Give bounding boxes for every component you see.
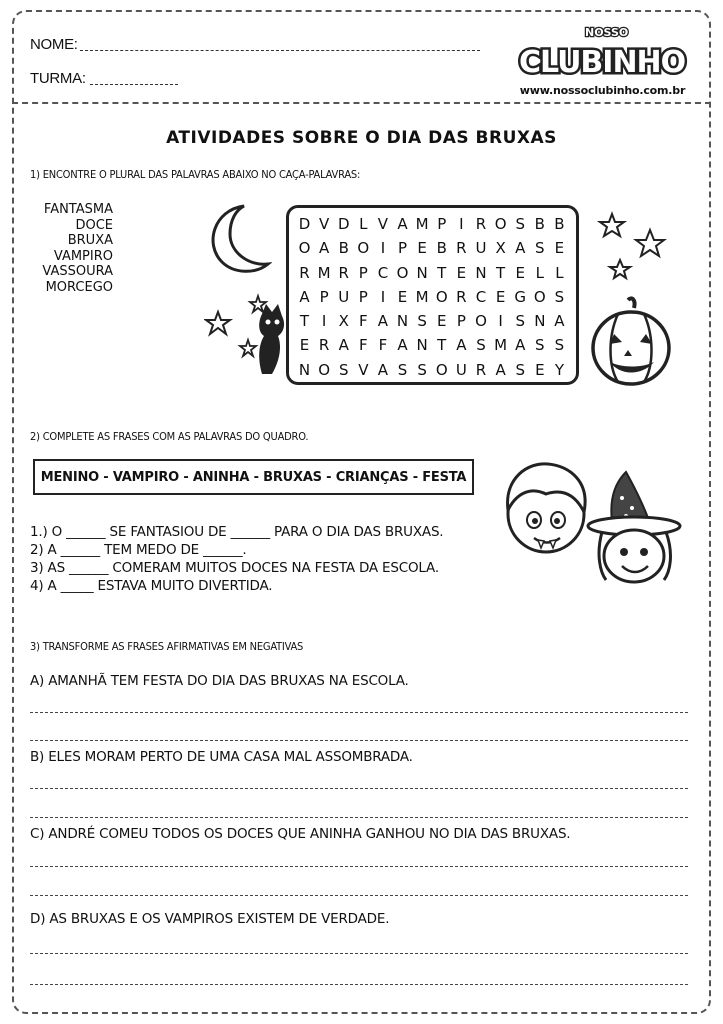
grid-letter[interactable]: I <box>498 312 504 331</box>
q2-sentence: 3) AS ______ COMERAM MUITOS DOCES NA FESTA DA ESCOLA. <box>30 560 439 576</box>
grid-row <box>289 236 576 260</box>
grid-letter[interactable]: S <box>476 336 487 355</box>
grid-letter[interactable]: E <box>417 239 428 258</box>
svg-text:CLUBINHO: CLUBINHO <box>519 45 686 80</box>
grid-letter[interactable]: B <box>338 239 350 258</box>
grid-letter[interactable]: D <box>298 215 312 233</box>
turma-blank[interactable] <box>90 84 178 85</box>
grid-letter[interactable]: V <box>377 215 390 233</box>
grid-letter[interactable]: E <box>515 263 526 282</box>
grid-letter[interactable]: X <box>495 239 507 258</box>
grid-letter[interactable]: E <box>535 360 546 379</box>
grid-letter[interactable]: S <box>417 312 428 331</box>
cat-with-stars-icon <box>204 290 288 380</box>
grid-letter[interactable]: C <box>475 287 488 306</box>
grid-letter[interactable]: S <box>535 336 546 355</box>
grid-letter[interactable]: C <box>377 263 390 282</box>
grid-letter[interactable]: L <box>359 215 369 233</box>
grid-row <box>289 309 576 333</box>
grid-letter[interactable]: I <box>459 215 465 233</box>
grid-letter[interactable]: A <box>554 312 566 331</box>
grid-letter[interactable]: R <box>475 215 488 233</box>
grid-letter[interactable]: M <box>317 263 332 282</box>
grid-letter[interactable]: R <box>456 287 468 306</box>
grid-letter[interactable]: I <box>380 239 387 258</box>
word-list-item: FANTASMA <box>43 202 113 217</box>
q3-sentence-d: D) AS BRUXAS E OS VAMPIROS EXISTEM DE VERDADE. <box>30 911 390 927</box>
q3-sentence-a: A) AMANHÃ TEM FESTA DO DIA DAS BRUXAS NA ESCOLA. <box>30 673 409 689</box>
site-url: www.nossoclubinho.com.br <box>519 84 686 97</box>
grid-letter[interactable]: S <box>515 312 526 331</box>
grid-letter[interactable]: A <box>456 336 468 355</box>
grid-letter[interactable]: I <box>321 312 328 331</box>
grid-letter[interactable]: G <box>514 287 528 306</box>
header-divider <box>12 102 711 104</box>
grid-letter[interactable]: O <box>435 360 449 379</box>
page-title: ATIVIDADES SOBRE O DIA DAS BRUXAS <box>166 128 557 148</box>
grid-letter[interactable]: S <box>338 360 350 379</box>
grid-letter[interactable]: F <box>359 312 369 331</box>
grid-letter[interactable]: I <box>380 287 387 306</box>
grid-row <box>289 358 576 382</box>
q2-sentence: 4) A _____ ESTAVA MUITO DIVERTIDA. <box>30 578 273 594</box>
grid-letter[interactable]: S <box>554 287 566 306</box>
grid-letter[interactable]: P <box>358 263 369 282</box>
grid-letter[interactable]: P <box>398 239 409 258</box>
nome-label: NOME: <box>30 36 78 53</box>
svg-text:NOSSO: NOSSO <box>585 26 629 39</box>
grid-letter[interactable]: O <box>435 287 449 306</box>
grid-letter[interactable]: P <box>319 287 330 306</box>
word-search-grid <box>286 205 579 385</box>
grid-letter[interactable]: P <box>437 215 448 233</box>
grid-letter[interactable]: L <box>535 263 545 282</box>
q2-sentence: 2) A ______ TEM MEDO DE ______. <box>30 542 247 558</box>
grid-letter[interactable]: A <box>495 360 507 379</box>
grid-letter[interactable]: E <box>456 263 468 282</box>
grid-letter[interactable]: X <box>338 312 350 331</box>
grid-letter[interactable]: S <box>397 360 409 379</box>
grid-letter[interactable]: O <box>318 360 332 379</box>
grid-letter[interactable]: F <box>378 336 389 355</box>
word-list-item: VAMPIRO <box>53 248 113 264</box>
grid-letter[interactable]: O <box>357 239 371 258</box>
answer-line[interactable] <box>30 866 688 867</box>
grid-letter[interactable]: P <box>358 287 369 306</box>
grid-letter[interactable]: U <box>475 239 488 258</box>
turma-label: TURMA: <box>30 70 86 87</box>
answer-line[interactable] <box>30 740 688 741</box>
grid-letter[interactable]: O <box>475 312 488 331</box>
answer-line[interactable] <box>30 817 688 818</box>
nome-blank[interactable] <box>80 50 480 51</box>
grid-letter[interactable]: A <box>397 215 409 233</box>
grid-row <box>289 212 576 236</box>
answer-line[interactable] <box>30 953 688 954</box>
word-list-item: DOCE <box>75 217 113 233</box>
grid-letter[interactable]: L <box>555 263 565 282</box>
stars-icon <box>596 210 676 285</box>
grid-letter[interactable]: T <box>496 263 507 282</box>
grid-letter[interactable]: S <box>515 215 526 233</box>
grid-letter[interactable]: N <box>416 263 429 282</box>
grid-letter[interactable]: B <box>436 239 448 258</box>
word-list <box>30 202 113 295</box>
grid-letter[interactable]: U <box>338 287 351 306</box>
grid-row <box>289 261 576 285</box>
q3-instruction: 3) TRANSFORME AS FRASES AFIRMATIVAS EM NEGATIVAS <box>30 640 304 653</box>
grid-letter[interactable]: A <box>377 360 390 379</box>
grid-letter[interactable]: E <box>495 287 507 306</box>
q2-sentence: 1.) O ______ SE FANTASIOU DE ______ PARA O DIA DAS BRUXAS. <box>30 524 444 540</box>
grid-letter[interactable]: R <box>338 263 350 282</box>
pumpkin-icon <box>588 296 674 388</box>
grid-letter[interactable]: N <box>534 312 547 331</box>
grid-letter[interactable]: O <box>494 215 508 233</box>
grid-letter[interactable]: O <box>533 287 547 306</box>
grid-letter[interactable]: A <box>338 336 350 355</box>
grid-letter[interactable]: S <box>535 239 546 258</box>
grid-letter[interactable]: M <box>415 215 430 233</box>
grid-letter[interactable]: A <box>299 287 311 306</box>
grid-letter[interactable]: N <box>396 312 410 331</box>
grid-letter[interactable]: O <box>396 263 410 282</box>
grid-letter[interactable]: D <box>337 215 351 233</box>
grid-letter[interactable]: A <box>515 239 527 258</box>
word-list-item: MORCEGO <box>45 279 113 295</box>
grid-letter[interactable]: Y <box>554 360 565 379</box>
grid-letter[interactable]: N <box>416 336 429 355</box>
grid-letter[interactable]: V <box>318 215 331 233</box>
grid-letter[interactable]: N <box>298 360 312 379</box>
answer-line[interactable] <box>30 895 688 896</box>
grid-letter[interactable]: R <box>456 239 468 258</box>
grid-letter[interactable]: N <box>475 263 488 282</box>
grid-row <box>289 285 576 309</box>
grid-letter[interactable]: V <box>358 360 370 379</box>
grid-letter[interactable]: A <box>515 336 527 355</box>
grid-letter[interactable]: A <box>397 336 409 355</box>
word-list-item: VASSOURA <box>42 264 113 279</box>
word-list-item: BRUXA <box>67 233 113 248</box>
grid-letter[interactable]: S <box>554 336 566 355</box>
grid-letter[interactable]: R <box>318 336 331 355</box>
grid-letter[interactable]: A <box>318 239 331 258</box>
q3-sentence-c: C) ANDRÉ COMEU TODOS OS DOCES QUE ANINHA GANHOU NO DIA DAS BRUXAS. <box>30 826 571 842</box>
answer-line[interactable] <box>30 788 688 789</box>
grid-letter[interactable]: E <box>554 239 566 258</box>
grid-letter[interactable]: T <box>299 312 311 331</box>
grid-letter[interactable]: E <box>437 312 448 331</box>
grid-letter[interactable]: B <box>554 215 566 233</box>
grid-letter[interactable]: U <box>455 360 468 379</box>
vampire-boy-icon <box>498 458 594 558</box>
grid-letter[interactable]: E <box>397 287 409 306</box>
grid-letter[interactable]: S <box>417 360 428 379</box>
q3-sentence-b: B) ELES MORAM PERTO DE UMA CASA MAL ASSOMBRADA. <box>30 749 413 765</box>
grid-letter[interactable]: R <box>299 263 311 282</box>
grid-letter[interactable]: T <box>437 336 448 355</box>
grid-letter[interactable]: F <box>359 336 369 355</box>
word-box: MENINO - VAMPIRO - ANINHA - BRUXAS - CRIANÇAS - FESTA <box>33 459 474 495</box>
grid-letter[interactable]: R <box>475 360 488 379</box>
grid-letter[interactable]: S <box>515 360 526 379</box>
grid-letter[interactable]: T <box>437 263 448 282</box>
q1-instruction: 1) ENCONTRE O PLURAL DAS PALAVRAS ABAIXO NO CAÇA-PALAVRAS: <box>30 168 361 181</box>
moon-icon <box>200 200 272 280</box>
grid-letter[interactable]: M <box>494 336 509 355</box>
grid-letter[interactable]: A <box>377 312 390 331</box>
witch-girl-icon <box>586 468 686 588</box>
answer-line[interactable] <box>30 984 688 985</box>
grid-letter[interactable]: E <box>299 336 311 355</box>
grid-letter[interactable]: P <box>456 312 467 331</box>
nosso-clubinho-logo <box>515 22 690 82</box>
answer-line[interactable] <box>30 712 688 713</box>
grid-letter[interactable]: O <box>298 239 312 258</box>
q2-instruction: 2) COMPLETE AS FRASES COM AS PALAVRAS DO QUADRO. <box>30 430 309 443</box>
grid-row <box>289 333 576 357</box>
grid-letter[interactable]: B <box>534 215 546 233</box>
grid-letter[interactable]: M <box>415 287 430 306</box>
